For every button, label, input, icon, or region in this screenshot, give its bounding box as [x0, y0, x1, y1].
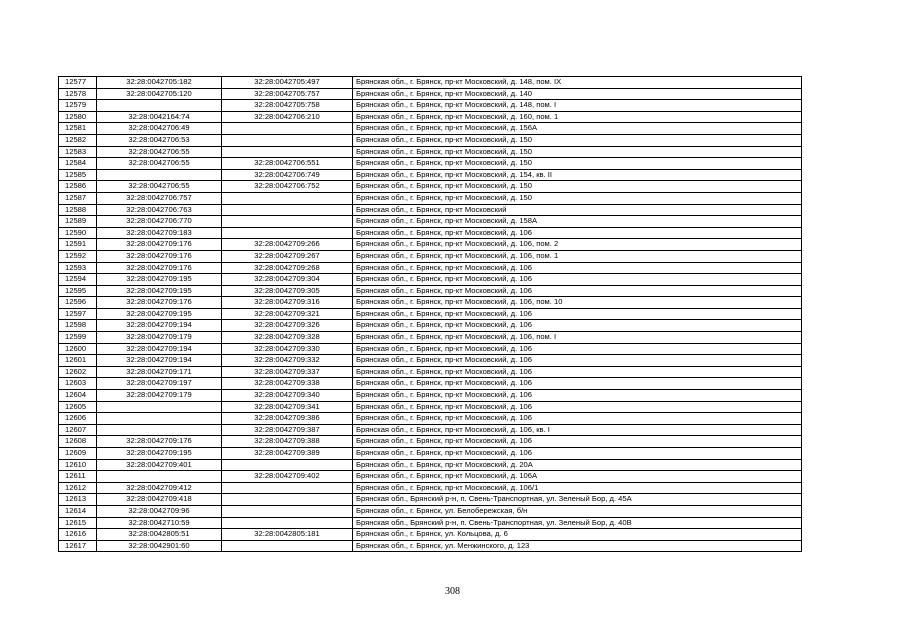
table-row — [59, 436, 802, 448]
row-number-cell: 12593 — [59, 262, 97, 274]
object-cadastral-number-cell: 32:28:0042709:267 — [222, 250, 353, 262]
address-cell: Брянская обл., г. Брянск, пр-кт Московский, д. 154, кв. II — [353, 169, 802, 181]
cadastral-number-cell: 32:28:0042706:770 — [97, 216, 222, 228]
object-cadastral-number-cell — [222, 517, 353, 529]
cadastral-number-cell: 32:28:0042706:55 — [97, 158, 222, 170]
table-row — [59, 111, 802, 123]
cadastral-number-cell: 32:28:0042709:194 — [97, 343, 222, 355]
object-cadastral-number-cell: 32:28:0042709:341 — [222, 401, 353, 413]
object-cadastral-number-cell: 32:28:0042709:326 — [222, 320, 353, 332]
table-row — [59, 146, 802, 158]
row-number-cell: 12583 — [59, 146, 97, 158]
row-number-cell: 12602 — [59, 366, 97, 378]
address-cell: Брянская обл., г. Брянск, пр-кт Московский, д. 150 — [353, 192, 802, 204]
object-cadastral-number-cell: 32:28:0042709:268 — [222, 262, 353, 274]
row-number-cell: 12585 — [59, 169, 97, 181]
cadastral-number-cell — [97, 424, 222, 436]
address-cell: Брянская обл., г. Брянск, пр-кт Московский, д. 148, пом. IX — [353, 77, 802, 89]
table-row — [59, 366, 802, 378]
row-number-cell: 12616 — [59, 529, 97, 541]
table-row — [59, 77, 802, 89]
cadastral-number-cell — [97, 401, 222, 413]
row-number-cell: 12584 — [59, 158, 97, 170]
object-cadastral-number-cell — [222, 494, 353, 506]
object-cadastral-number-cell — [222, 134, 353, 146]
row-number-cell: 12598 — [59, 320, 97, 332]
row-number-cell: 12608 — [59, 436, 97, 448]
address-cell: Брянская обл., г. Брянск, пр-кт Московский, д. 106 — [353, 378, 802, 390]
row-number-cell: 12590 — [59, 227, 97, 239]
object-cadastral-number-cell: 32:28:0042706:551 — [222, 158, 353, 170]
row-number-cell: 12589 — [59, 216, 97, 228]
cadastral-number-cell: 32:28:0042709:194 — [97, 355, 222, 367]
object-cadastral-number-cell: 32:28:0042705:757 — [222, 88, 353, 100]
row-number-cell: 12588 — [59, 204, 97, 216]
object-cadastral-number-cell: 32:28:0042705:497 — [222, 77, 353, 89]
cadastral-number-cell: 32:28:0042709:179 — [97, 390, 222, 402]
table-row — [59, 540, 802, 552]
address-cell: Брянская обл., г. Брянск, пр-кт Московский, д. 150 — [353, 181, 802, 193]
address-cell: Брянская обл., Брянский р-н, п. Свень-Транспортная, ул. Зеленый Бор, д. 45А — [353, 494, 802, 506]
row-number-cell: 12591 — [59, 239, 97, 251]
row-number-cell: 12597 — [59, 308, 97, 320]
row-number-cell: 12586 — [59, 181, 97, 193]
row-number-cell: 12578 — [59, 88, 97, 100]
object-cadastral-number-cell: 32:28:0042706:752 — [222, 181, 353, 193]
table-row — [59, 494, 802, 506]
address-cell: Брянская обл., г. Брянск, пр-кт Московский, д. 106 — [353, 308, 802, 320]
cadastral-number-cell: 32:28:0042709:401 — [97, 459, 222, 471]
table-row — [59, 123, 802, 135]
table-row — [59, 158, 802, 170]
table-row — [59, 204, 802, 216]
cadastral-number-cell: 32:28:0042706:55 — [97, 146, 222, 158]
row-number-cell: 12603 — [59, 378, 97, 390]
row-number-cell: 12600 — [59, 343, 97, 355]
cadastral-number-cell — [97, 471, 222, 483]
row-number-cell: 12607 — [59, 424, 97, 436]
address-cell: Брянская обл., г. Брянск, пр-кт Московский, д. 160, пом. 1 — [353, 111, 802, 123]
table-row — [59, 378, 802, 390]
table-row — [59, 343, 802, 355]
address-cell: Брянская обл., г. Брянск, пр-кт Московский, д. 106, пом. 2 — [353, 239, 802, 251]
object-cadastral-number-cell: 32:28:0042709:387 — [222, 424, 353, 436]
row-number-cell: 12596 — [59, 297, 97, 309]
cadastral-number-cell: 32:28:0042709:176 — [97, 239, 222, 251]
address-cell: Брянская обл., г. Брянск, пр-кт Московский, д. 20А — [353, 459, 802, 471]
table-row — [59, 100, 802, 112]
object-cadastral-number-cell: 32:28:0042709:337 — [222, 366, 353, 378]
object-cadastral-number-cell: 32:28:0042709:402 — [222, 471, 353, 483]
object-cadastral-number-cell: 32:28:0042805:181 — [222, 529, 353, 541]
address-cell: Брянская обл., г. Брянск, пр-кт Московский, д. 158А — [353, 216, 802, 228]
cadastral-number-cell: 32:28:0042709:179 — [97, 332, 222, 344]
object-cadastral-number-cell: 32:28:0042709:340 — [222, 390, 353, 402]
table-row — [59, 355, 802, 367]
row-number-cell: 12609 — [59, 448, 97, 460]
object-cadastral-number-cell — [222, 123, 353, 135]
address-cell: Брянская обл., г. Брянск, ул. Белобережская, б/н — [353, 505, 802, 517]
object-cadastral-number-cell — [222, 204, 353, 216]
table-row — [59, 169, 802, 181]
table-row — [59, 134, 802, 146]
cadastral-number-cell: 32:28:0042709:96 — [97, 505, 222, 517]
table-row — [59, 308, 802, 320]
object-cadastral-number-cell: 32:28:0042709:305 — [222, 285, 353, 297]
row-number-cell: 12606 — [59, 413, 97, 425]
table-row — [59, 250, 802, 262]
row-number-cell: 12581 — [59, 123, 97, 135]
object-cadastral-number-cell: 32:28:0042709:321 — [222, 308, 353, 320]
table-row — [59, 297, 802, 309]
address-cell: Брянская обл., г. Брянск, пр-кт Московский, д. 106 — [353, 366, 802, 378]
object-cadastral-number-cell: 32:28:0042706:210 — [222, 111, 353, 123]
address-cell: Брянская обл., г. Брянск, ул. Менжинского, д. 123 — [353, 540, 802, 552]
cadastral-number-cell: 32:28:0042709:194 — [97, 320, 222, 332]
row-number-cell: 12579 — [59, 100, 97, 112]
address-cell: Брянская обл., г. Брянск, ул. Кольцова, д. 6 — [353, 529, 802, 541]
table-row — [59, 262, 802, 274]
object-cadastral-number-cell: 32:28:0042709:389 — [222, 448, 353, 460]
address-cell: Брянская обл., г. Брянск, пр-кт Московский, д. 150 — [353, 134, 802, 146]
cadastral-number-cell: 32:28:0042709:176 — [97, 250, 222, 262]
cadastral-number-cell: 32:28:0042709:176 — [97, 297, 222, 309]
cadastral-number-cell: 32:28:0042164:74 — [97, 111, 222, 123]
cadastral-number-cell: 32:28:0042901:60 — [97, 540, 222, 552]
address-cell: Брянская обл., г. Брянск, пр-кт Московский, д. 106, пом. 10 — [353, 297, 802, 309]
row-number-cell: 12599 — [59, 332, 97, 344]
cadastral-number-cell: 32:28:0042706:49 — [97, 123, 222, 135]
row-number-cell: 12617 — [59, 540, 97, 552]
cadastral-number-cell — [97, 413, 222, 425]
object-cadastral-number-cell: 32:28:0042709:304 — [222, 274, 353, 286]
table-row — [59, 216, 802, 228]
cadastral-number-cell: 32:28:0042706:757 — [97, 192, 222, 204]
table-row — [59, 482, 802, 494]
address-cell: Брянская обл., г. Брянск, пр-кт Московский, д. 106А — [353, 471, 802, 483]
cadastral-number-cell: 32:28:0042709:183 — [97, 227, 222, 239]
address-cell: Брянская обл., г. Брянск, пр-кт Московский, д. 106 — [353, 343, 802, 355]
table-row — [59, 459, 802, 471]
row-number-cell: 12592 — [59, 250, 97, 262]
row-number-cell: 12601 — [59, 355, 97, 367]
address-cell: Брянская обл., г. Брянск, пр-кт Московский, д. 140 — [353, 88, 802, 100]
cadastral-number-cell: 32:28:0042709:418 — [97, 494, 222, 506]
table-row — [59, 424, 802, 436]
cadastral-number-cell — [97, 169, 222, 181]
table-row — [59, 88, 802, 100]
object-cadastral-number-cell — [222, 505, 353, 517]
cadastral-number-cell: 32:28:0042709:176 — [97, 262, 222, 274]
object-cadastral-number-cell: 32:28:0042709:316 — [222, 297, 353, 309]
cadastral-number-cell: 32:28:0042705:182 — [97, 77, 222, 89]
table-row — [59, 529, 802, 541]
address-cell: Брянская обл., г. Брянск, пр-кт Московский, д. 106 — [353, 355, 802, 367]
row-number-cell: 12580 — [59, 111, 97, 123]
table-row — [59, 517, 802, 529]
table-row — [59, 448, 802, 460]
cadastral-number-cell: 32:28:0042706:763 — [97, 204, 222, 216]
address-cell: Брянская обл., г. Брянск, пр-кт Московский, д. 106, пом. 1 — [353, 250, 802, 262]
table-row — [59, 181, 802, 193]
row-number-cell: 12594 — [59, 274, 97, 286]
cadastral-number-cell: 32:28:0042805:51 — [97, 529, 222, 541]
address-cell: Брянская обл., г. Брянск, пр-кт Московский, д. 106, пом. I — [353, 332, 802, 344]
table-row — [59, 332, 802, 344]
address-cell: Брянская обл., г. Брянск, пр-кт Московский, д. 106 — [353, 401, 802, 413]
cadastral-number-cell: 32:28:0042709:197 — [97, 378, 222, 390]
table-row — [59, 401, 802, 413]
object-cadastral-number-cell — [222, 540, 353, 552]
cadastral-number-cell: 32:28:0042709:195 — [97, 285, 222, 297]
row-number-cell: 12595 — [59, 285, 97, 297]
cadastral-number-cell: 32:28:0042709:195 — [97, 274, 222, 286]
address-cell: Брянская обл., г. Брянск, пр-кт Московский, д. 106 — [353, 436, 802, 448]
cadastral-number-cell: 32:28:0042706:53 — [97, 134, 222, 146]
address-cell: Брянская обл., г. Брянск, пр-кт Московский, д. 106 — [353, 285, 802, 297]
row-number-cell: 12587 — [59, 192, 97, 204]
row-number-cell: 12577 — [59, 77, 97, 89]
table-row — [59, 227, 802, 239]
row-number-cell: 12615 — [59, 517, 97, 529]
address-cell: Брянская обл., г. Брянск, пр-кт Московский, д. 106 — [353, 448, 802, 460]
cadastral-number-cell: 32:28:0042710:59 — [97, 517, 222, 529]
object-cadastral-number-cell: 32:28:0042705:758 — [222, 100, 353, 112]
address-cell: Брянская обл., г. Брянск, пр-кт Московский, д. 106/1 — [353, 482, 802, 494]
table-row — [59, 285, 802, 297]
object-cadastral-number-cell: 32:28:0042709:330 — [222, 343, 353, 355]
cadastral-number-cell: 32:28:0042706:55 — [97, 181, 222, 193]
row-number-cell: 12614 — [59, 505, 97, 517]
table-row — [59, 192, 802, 204]
row-number-cell: 12611 — [59, 471, 97, 483]
object-cadastral-number-cell: 32:28:0042709:332 — [222, 355, 353, 367]
address-cell: Брянская обл., г. Брянск, пр-кт Московский, д. 106 — [353, 413, 802, 425]
table-row — [59, 390, 802, 402]
object-cadastral-number-cell — [222, 227, 353, 239]
table-row — [59, 320, 802, 332]
address-cell: Брянская обл., Брянский р-н, п. Свень-Транспортная, ул. Зеленый Бор, д. 40В — [353, 517, 802, 529]
page-number: 308 — [445, 586, 460, 597]
object-cadastral-number-cell — [222, 216, 353, 228]
row-number-cell: 12612 — [59, 482, 97, 494]
cadastral-number-cell: 32:28:0042709:195 — [97, 308, 222, 320]
cadastral-number-cell — [97, 100, 222, 112]
object-cadastral-number-cell: 32:28:0042709:266 — [222, 239, 353, 251]
table-row — [59, 239, 802, 251]
object-cadastral-number-cell — [222, 459, 353, 471]
table-row — [59, 471, 802, 483]
table-row — [59, 274, 802, 286]
cadastral-number-cell: 32:28:0042709:412 — [97, 482, 222, 494]
cadastral-number-cell: 32:28:0042709:171 — [97, 366, 222, 378]
registry-table-body — [59, 77, 802, 552]
table-row — [59, 505, 802, 517]
table-row — [59, 413, 802, 425]
object-cadastral-number-cell: 32:28:0042709:388 — [222, 436, 353, 448]
object-cadastral-number-cell: 32:28:0042709:328 — [222, 332, 353, 344]
cadastral-number-cell: 32:28:0042709:195 — [97, 448, 222, 460]
row-number-cell: 12604 — [59, 390, 97, 402]
address-cell: Брянская обл., г. Брянск, пр-кт Московский, д. 150 — [353, 158, 802, 170]
object-cadastral-number-cell: 32:28:0042709:338 — [222, 378, 353, 390]
address-cell: Брянская обл., г. Брянск, пр-кт Московский — [353, 204, 802, 216]
registry-table — [58, 76, 802, 552]
address-cell: Брянская обл., г. Брянск, пр-кт Московский, д. 156А — [353, 123, 802, 135]
address-cell: Брянская обл., г. Брянск, пр-кт Московский, д. 106 — [353, 274, 802, 286]
object-cadastral-number-cell: 32:28:0042706:749 — [222, 169, 353, 181]
address-cell: Брянская обл., г. Брянск, пр-кт Московский, д. 150 — [353, 146, 802, 158]
object-cadastral-number-cell: 32:28:0042709:386 — [222, 413, 353, 425]
address-cell: Брянская обл., г. Брянск, пр-кт Московский, д. 106, кв. I — [353, 424, 802, 436]
address-cell: Брянская обл., г. Брянск, пр-кт Московский, д. 106 — [353, 262, 802, 274]
address-cell: Брянская обл., г. Брянск, пр-кт Московский, д. 106 — [353, 320, 802, 332]
row-number-cell: 12605 — [59, 401, 97, 413]
cadastral-number-cell: 32:28:0042705:120 — [97, 88, 222, 100]
row-number-cell: 12610 — [59, 459, 97, 471]
object-cadastral-number-cell — [222, 482, 353, 494]
object-cadastral-number-cell — [222, 192, 353, 204]
object-cadastral-number-cell — [222, 146, 353, 158]
address-cell: Брянская обл., г. Брянск, пр-кт Московский, д. 148, пом. I — [353, 100, 802, 112]
address-cell: Брянская обл., г. Брянск, пр-кт Московский, д. 106 — [353, 390, 802, 402]
address-cell: Брянская обл., г. Брянск, пр-кт Московский, д. 106 — [353, 227, 802, 239]
cadastral-number-cell: 32:28:0042709:176 — [97, 436, 222, 448]
row-number-cell: 12613 — [59, 494, 97, 506]
row-number-cell: 12582 — [59, 134, 97, 146]
